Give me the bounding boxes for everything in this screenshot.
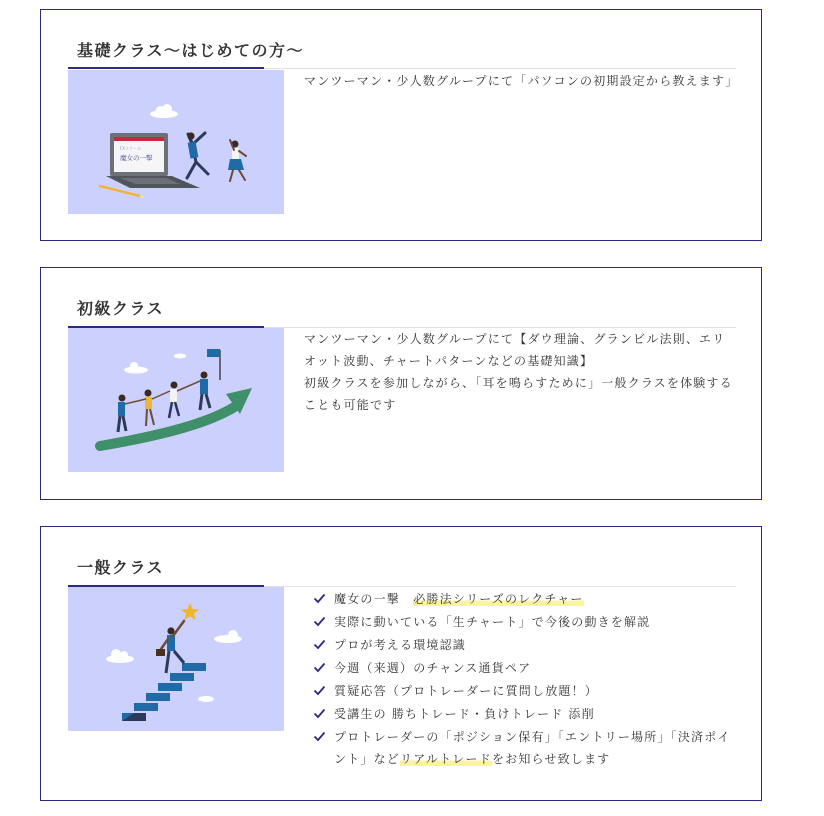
feature-checklist [313,588,743,771]
class-card-general [40,526,762,801]
item-text: 受講生の 勝ちトレード・負けトレード 添削 [334,707,595,721]
title-underline-accent [68,67,264,69]
description-line: 初級クラスを参加しながら、「耳を鳴らすために」一般クラスを体験することも可能です [304,376,733,412]
check-icon [313,616,326,627]
svg-text:魔女の一撃: 魔女の一撃 [120,154,153,162]
item-text: 魔女の一撃 [334,592,414,606]
cloud-icon [124,354,186,374]
card-title: 一般クラス [77,558,165,577]
class-card-basic [40,9,762,241]
checklist-item [313,680,743,702]
item-text: 質疑応答（プロトレーダーに質問し放題！） [334,684,599,698]
item-text: プロトレーダーの「ポジション保有」「エントリー場所」「決済ポイント」など [334,730,731,766]
check-icon [313,662,326,673]
illustration-team-arrow [68,328,284,472]
item-text: 今週（来週）のチャンス通貨ペア [334,661,532,675]
check-icon [313,708,326,719]
description-line: マンツーマン・少人数グループにて「パソコンの初期設定から教えます」 [304,74,739,88]
class-card-beginner [40,267,762,500]
check-icon [313,639,326,650]
check-icon [313,593,326,604]
svg-text:FXスクール: FXスクール [120,146,141,151]
check-icon [313,731,326,742]
check-icon [313,685,326,696]
illustration-laptop [68,70,284,214]
item-text-tail: をお知らせ致します [491,752,611,766]
card-title: 初級クラス [77,299,165,318]
checklist-item [313,657,743,679]
card-description [304,70,739,92]
illustration-stairs-star [68,587,284,731]
card-description [304,328,734,416]
item-highlight: 必勝法シリーズのレクチャー [413,592,584,606]
item-text: 実際に動いている「生チャート」で今後の動きを解説 [334,615,651,629]
item-highlight: リアルトレード [400,752,492,766]
card-title: 基礎クラス～はじめての方～ [77,41,305,60]
checklist-item [313,634,743,656]
checklist-item [313,611,743,633]
checklist-item [313,726,743,770]
checklist-item [313,588,743,610]
cloud-icon [150,104,178,118]
checklist-item [313,703,743,725]
item-text: プロが考える環境認識 [334,638,467,652]
description-line: マンツーマン・少人数グループにて【ダウ理論、グランビル法則、エリオット波動、チャートパターンなどの基礎知識】 [304,332,726,368]
